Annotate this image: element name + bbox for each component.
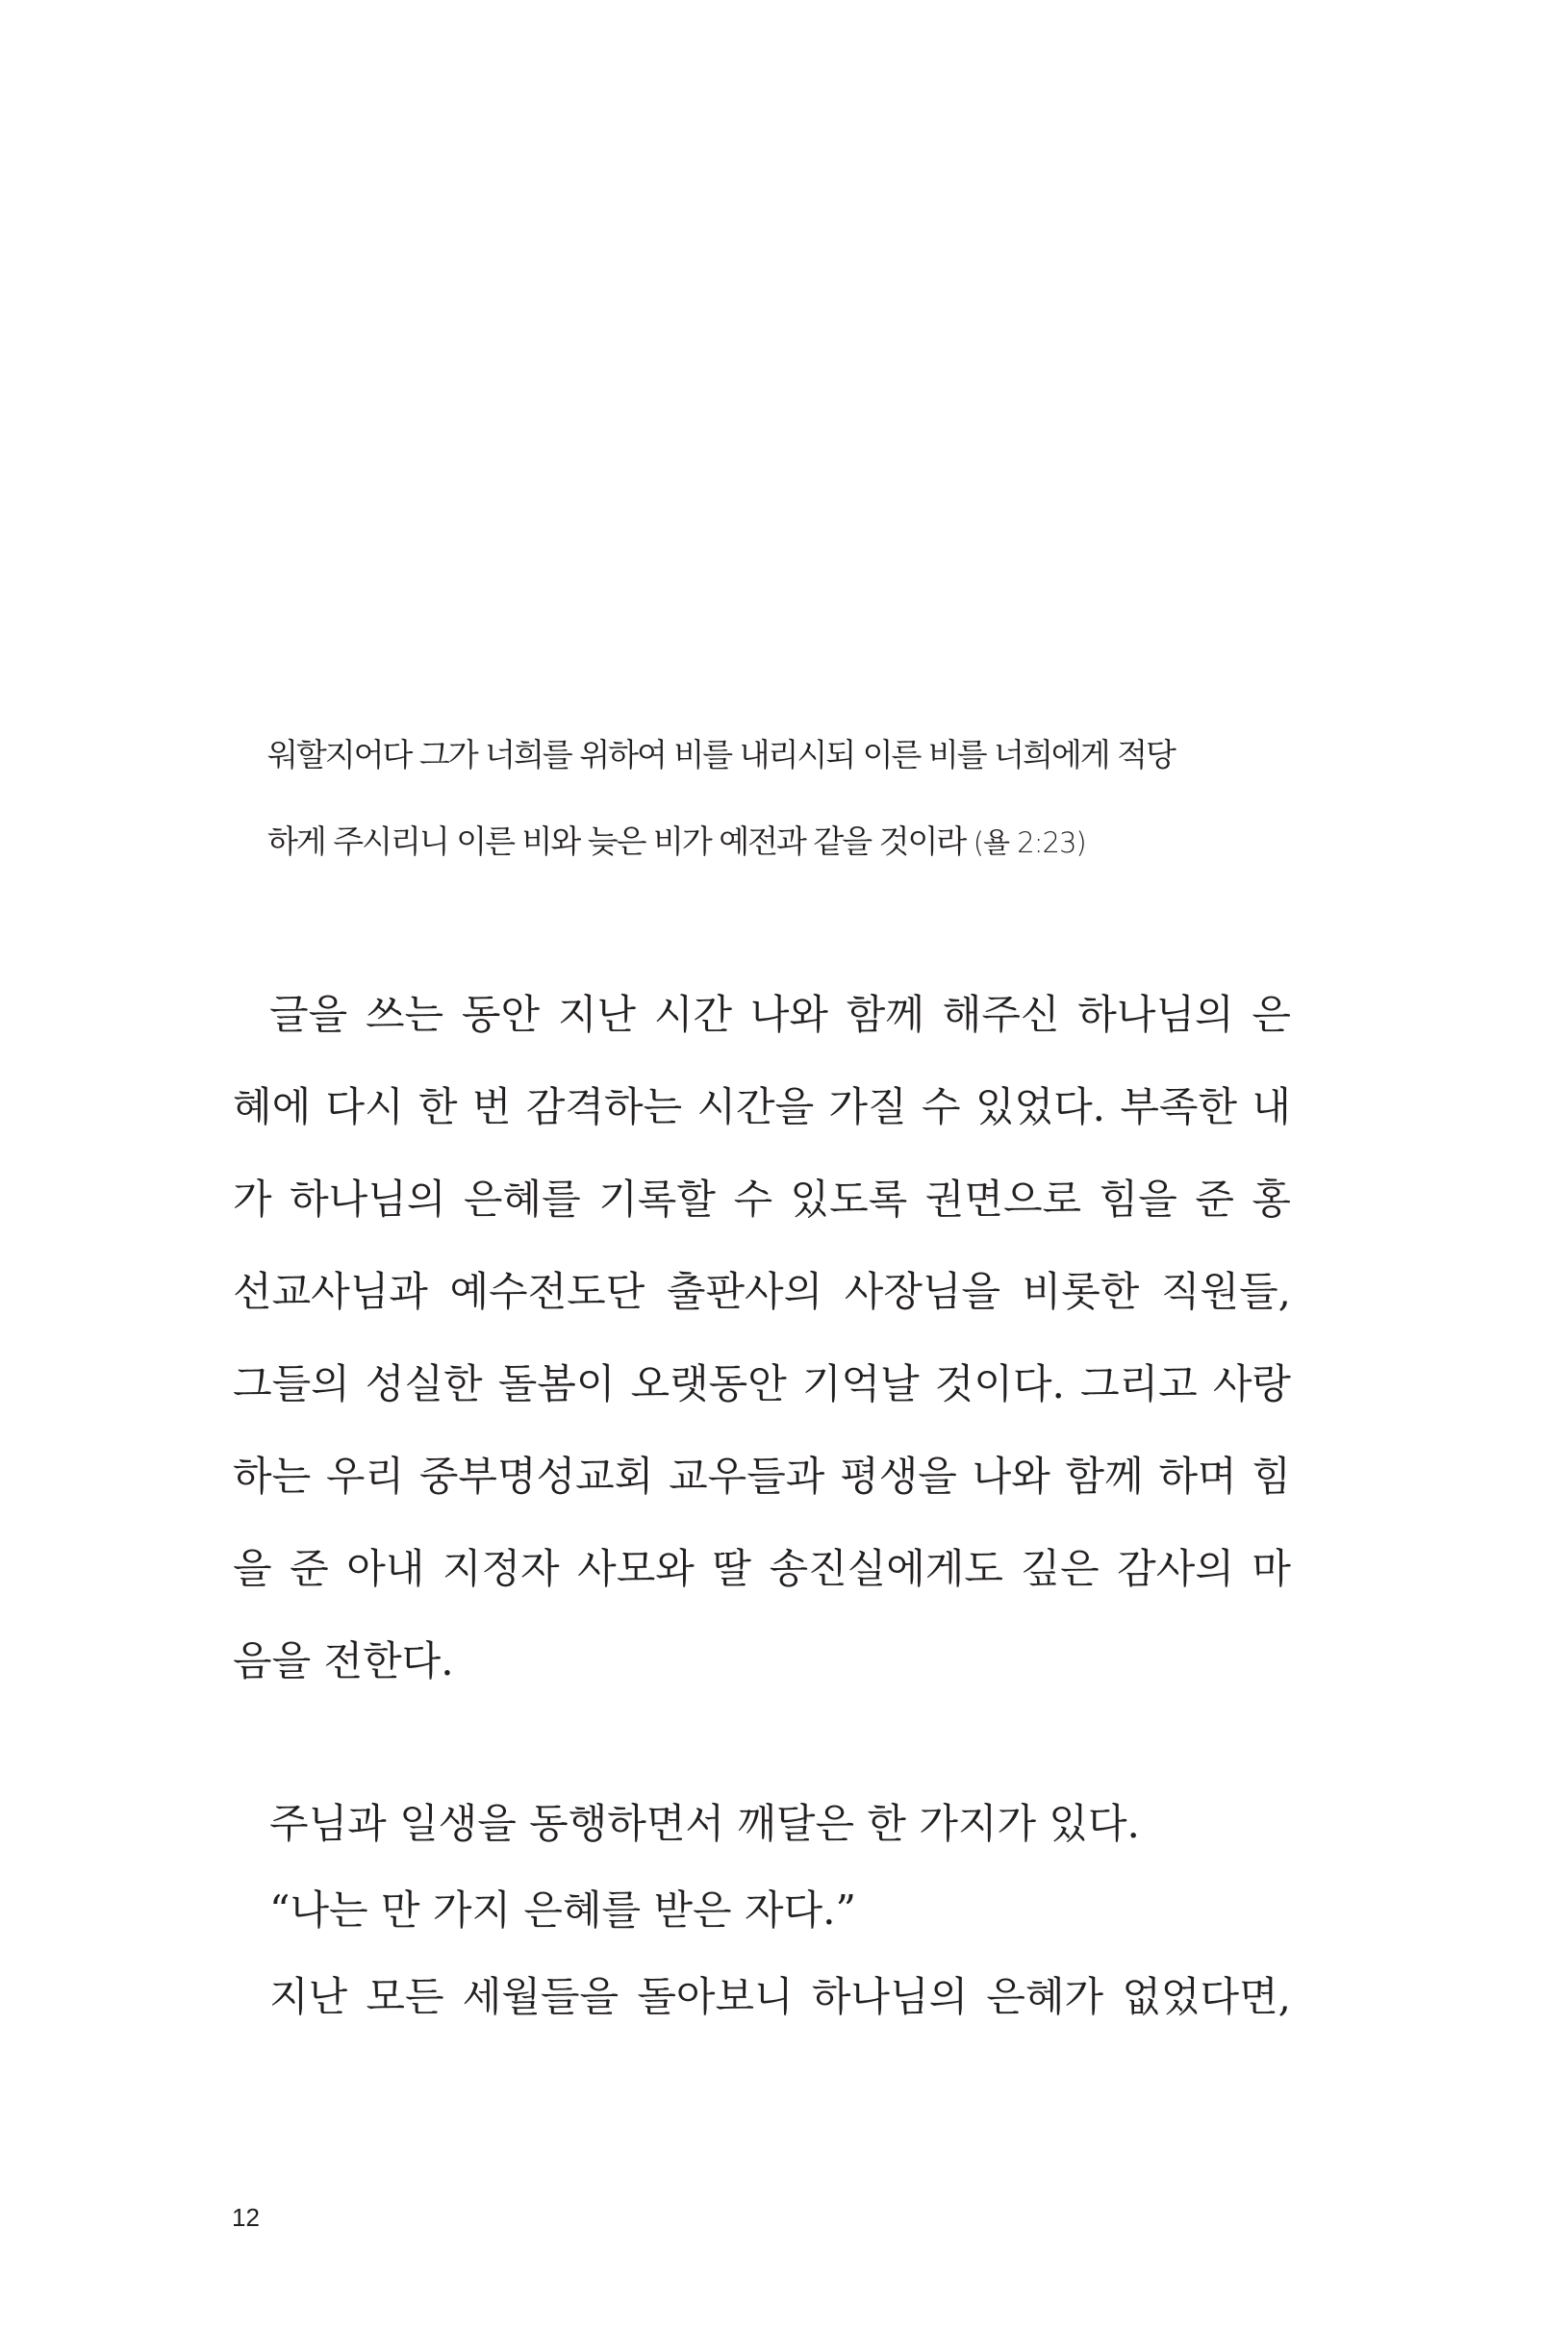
quote-line — [267, 712, 1297, 798]
body-text — [233, 969, 1291, 2040]
text-line: 그들의 성실한 돌봄이 오랫동안 기억날 것이다. 그리고 사랑 — [233, 1360, 1291, 1407]
scripture-reference: (욜 2:23) — [973, 826, 1086, 859]
text-line: 가 하나님의 은혜를 기록할 수 있도록 권면으로 힘을 준 홍 — [233, 1176, 1291, 1223]
text-line: “나는 만 가지 은혜를 받은 자다.” — [269, 1886, 856, 1934]
quote-line — [267, 798, 1297, 885]
text-line: 선교사님과 예수전도단 출판사의 사장님을 비롯한 직원들, — [233, 1268, 1291, 1315]
text-line: 주님과 일생을 동행하면서 깨달은 한 가지가 있다. — [269, 1800, 1140, 1847]
page-number: 12 — [232, 2203, 260, 2232]
paragraph-realization — [233, 1781, 1291, 2040]
text-line: 글을 쓰는 동안 지난 시간 나와 함께 해주신 하나님의 은 — [269, 991, 1291, 1038]
paragraph-acknowledgement — [233, 969, 1291, 1708]
text-line: 하는 우리 중부명성교회 교우들과 평생을 나와 함께 하며 힘 — [233, 1453, 1291, 1500]
text-line: 음을 전한다. — [233, 1637, 454, 1684]
scripture-quote — [267, 712, 1297, 885]
quote-text: 워할지어다 그가 너희를 위하여 비를 내리시되 이른 비를 너희에게 적당 — [267, 736, 1175, 773]
quote-text: 하게 주시리니 이른 비와 늦은 비가 예전과 같을 것이라 — [267, 823, 966, 860]
text-line: 을 준 아내 지정자 사모와 딸 송진실에게도 깊은 감사의 마 — [233, 1545, 1291, 1592]
text-line: 혜에 다시 한 번 감격하는 시간을 가질 수 있었다. 부족한 내 — [233, 1083, 1291, 1130]
text-line: 지난 모든 세월들을 돌아보니 하나님의 은혜가 없었다면, — [269, 1973, 1291, 2020]
